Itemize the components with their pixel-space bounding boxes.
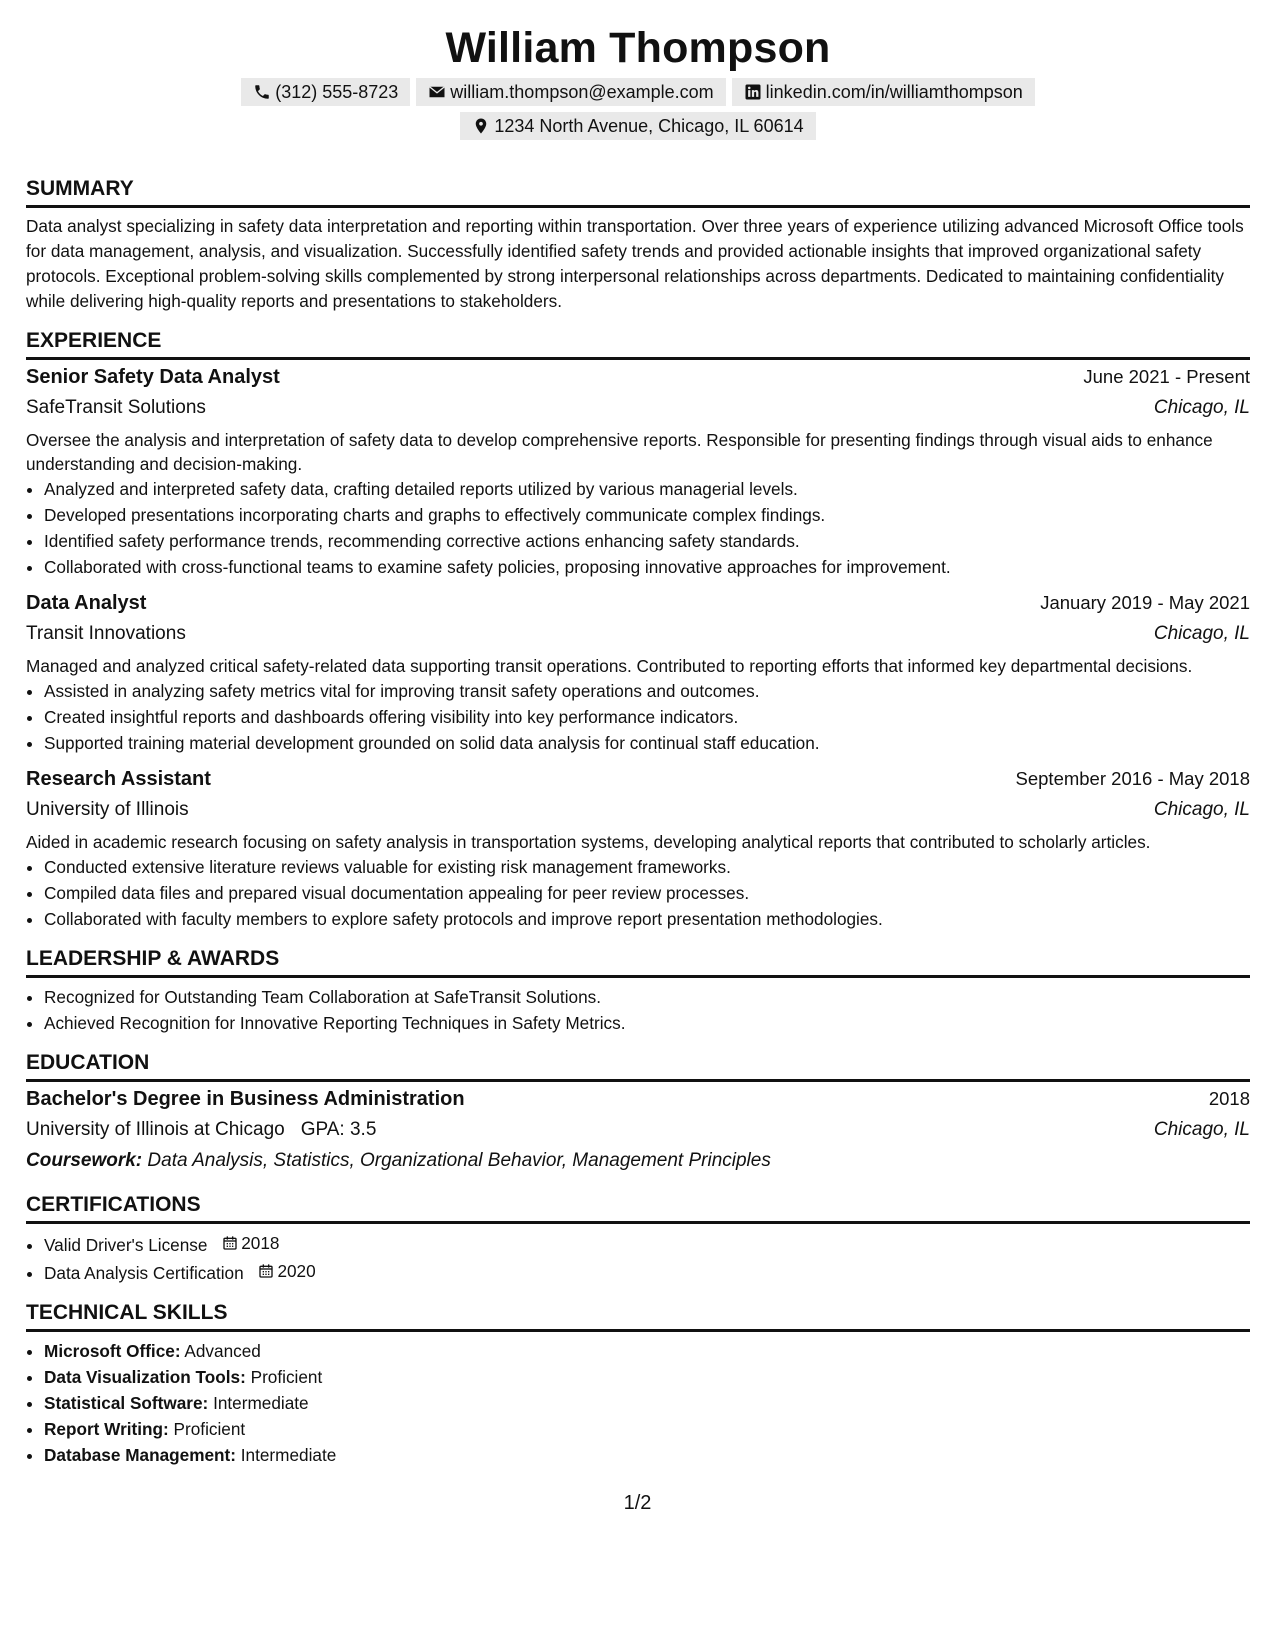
job-bullets bbox=[26, 854, 1250, 932]
section-title-experience: EXPERIENCE bbox=[26, 328, 1250, 360]
list-item: • Conducted extensive literature reviews valuable for existing risk management frameworks. bbox=[44, 854, 1250, 880]
section-title-summary: SUMMARY bbox=[26, 176, 1250, 208]
job-title: Senior Safety Data Analyst bbox=[26, 366, 280, 388]
resume-page bbox=[26, 0, 1250, 1468]
job-title: Research Assistant bbox=[26, 768, 211, 790]
coursework-text: Data Analysis, Statistics, Organizational Behavior, Management Principles bbox=[147, 1150, 771, 1171]
skill-level: Intermediate bbox=[213, 1393, 309, 1413]
job-entry bbox=[26, 362, 1250, 580]
cert-date bbox=[258, 1258, 315, 1284]
linkedin-text: linkedin.com/in/williamthompson bbox=[765, 82, 1023, 102]
list-item bbox=[44, 1416, 1250, 1442]
job-description: Managed and analyzed critical safety-related data supporting transit operations. Contributed to reporting efforts that informed key departmental decisions. bbox=[26, 656, 1193, 676]
coursework bbox=[26, 1146, 1250, 1176]
contact-row bbox=[26, 78, 1250, 106]
envelope-icon bbox=[428, 83, 446, 101]
job-dates: September 2016 - May 2018 bbox=[1015, 768, 1250, 789]
skill-level: Proficient bbox=[173, 1419, 246, 1439]
section-title-skills: TECHNICAL SKILLS bbox=[26, 1300, 1250, 1332]
linkedin-icon bbox=[744, 83, 762, 101]
job-organization: University of Illinois bbox=[26, 799, 189, 820]
phone-icon bbox=[253, 83, 271, 101]
list-item: • Analyzed and interpreted safety data, crafting detailed reports utilized by various managerial levels. bbox=[44, 476, 1250, 502]
list-item bbox=[44, 1390, 1250, 1416]
list-item bbox=[44, 1338, 1250, 1364]
job-bullets bbox=[26, 476, 1250, 580]
education-section bbox=[26, 1050, 1250, 1176]
certifications-section bbox=[26, 1192, 1250, 1286]
list-item bbox=[44, 1364, 1250, 1390]
candidate-name: William Thompson bbox=[445, 24, 831, 72]
skill-level: Proficient bbox=[250, 1367, 323, 1387]
map-marker-icon bbox=[472, 117, 490, 135]
job-dates: June 2021 - Present bbox=[1083, 366, 1250, 387]
list-item: • Developed presentations incorporating charts and graphs to effectively communicate complex findings. bbox=[44, 502, 1250, 528]
job-location: Chicago, IL bbox=[1153, 623, 1250, 644]
skill-label: Database Management: bbox=[44, 1445, 236, 1465]
job-bullets bbox=[26, 678, 1250, 756]
leadership-list bbox=[26, 984, 1250, 1036]
list-item: • Assisted in analyzing safety metrics vital for improving transit safety operations and outcomes. bbox=[44, 678, 1250, 704]
job-description: Oversee the analysis and interpretation of safety data to develop comprehensive reports. Responsible for presenting findings through visual aids to enhance understanding and decision-making. bbox=[26, 430, 1213, 474]
job-organization: SafeTransit Solutions bbox=[26, 397, 206, 418]
skills-section bbox=[26, 1300, 1250, 1468]
phone-text: (312) 555-8723 bbox=[275, 82, 399, 102]
address-row bbox=[26, 112, 1250, 140]
school-location: Chicago, IL bbox=[1153, 1119, 1250, 1140]
cert-year: 2018 bbox=[241, 1233, 280, 1253]
linkedin-chip[interactable] bbox=[732, 78, 1035, 106]
graduation-year: 2018 bbox=[1208, 1088, 1250, 1109]
gpa: GPA: 3.5 bbox=[300, 1119, 377, 1140]
section-title-certifications: CERTIFICATIONS bbox=[26, 1192, 1250, 1224]
school-line bbox=[26, 1114, 376, 1146]
skills-list bbox=[26, 1338, 1250, 1468]
skill-label: Data Visualization Tools: bbox=[44, 1367, 246, 1387]
list-item: • Recognized for Outstanding Team Collaboration at SafeTransit Solutions. bbox=[44, 984, 1250, 1010]
cert-date bbox=[222, 1230, 279, 1256]
page-number: 1/2 bbox=[623, 1492, 652, 1514]
experience-section bbox=[26, 328, 1250, 932]
section-title-education: EDUCATION bbox=[26, 1050, 1250, 1082]
list-item bbox=[44, 1230, 1250, 1258]
list-item: • Compiled data files and prepared visual documentation appealing for peer review processes. bbox=[44, 880, 1250, 906]
job-location: Chicago, IL bbox=[1153, 799, 1250, 820]
job-location: Chicago, IL bbox=[1153, 397, 1250, 418]
skill-level: Advanced bbox=[184, 1341, 261, 1361]
list-item: • Identified safety performance trends, recommending corrective actions enhancing safety standards. bbox=[44, 528, 1250, 554]
list-item bbox=[44, 1442, 1250, 1468]
list-item: • Created insightful reports and dashboards offering visibility into key performance indicators. bbox=[44, 704, 1250, 730]
summary-text: Data analyst specializing in safety data interpretation and reporting within transportation. Over three years of experience utilizing advanced Microsoft Office tools for data management, analysis, and visualization. Successfully identified safety trends and provided actionable insights that improved organizational safety protocols. Exceptional problem-solving skills complemented by strong interpersonal relationships across departments. Dedicated to maintaining confidentiality while delivering high-quality reports and presentations to stakeholders. bbox=[26, 216, 1244, 311]
list-item: • Collaborated with faculty members to explore safety protocols and improve report presentation methodologies. bbox=[44, 906, 1250, 932]
skill-label: Statistical Software: bbox=[44, 1393, 209, 1413]
skill-label: Report Writing: bbox=[44, 1419, 169, 1439]
calendar-icon bbox=[258, 1263, 274, 1279]
cert-name: Data Analysis Certification bbox=[44, 1263, 244, 1283]
cert-name: Valid Driver's License bbox=[44, 1235, 208, 1255]
section-title-leadership: LEADERSHIP & AWARDS bbox=[26, 946, 1250, 978]
leadership-section bbox=[26, 946, 1250, 1036]
job-organization: Transit Innovations bbox=[26, 623, 186, 644]
job-entry bbox=[26, 588, 1250, 756]
address-chip bbox=[460, 112, 815, 140]
job-entry bbox=[26, 764, 1250, 932]
address-text: 1234 North Avenue, Chicago, IL 60614 bbox=[494, 116, 804, 136]
list-item: • Achieved Recognition for Innovative Reporting Techniques in Safety Metrics. bbox=[44, 1010, 1250, 1036]
certifications-list bbox=[26, 1230, 1250, 1286]
summary-section bbox=[26, 176, 1250, 314]
skill-level: Intermediate bbox=[240, 1445, 337, 1465]
job-title: Data Analyst bbox=[26, 592, 147, 614]
phone-chip bbox=[241, 78, 410, 106]
job-description: Aided in academic research focusing on safety analysis in transportation systems, developing analytical reports that contributed to scholarly articles. bbox=[26, 832, 1151, 852]
job-dates: January 2019 - May 2021 bbox=[1040, 592, 1250, 613]
list-item: • Collaborated with cross-functional teams to examine safety policies, proposing innovative approaches for improvement. bbox=[44, 554, 1250, 580]
coursework-label: Coursework: bbox=[26, 1150, 143, 1171]
list-item: • Supported training material development grounded on solid data analysis for continual staff education. bbox=[44, 730, 1250, 756]
email-text: william.thompson@example.com bbox=[450, 82, 714, 102]
skill-label: Microsoft Office: bbox=[44, 1341, 181, 1361]
calendar-icon bbox=[222, 1235, 238, 1251]
school-name: University of Illinois at Chicago bbox=[26, 1119, 285, 1140]
cert-year: 2020 bbox=[277, 1261, 316, 1281]
list-item bbox=[44, 1258, 1250, 1286]
degree-title: Bachelor's Degree in Business Administration bbox=[26, 1088, 465, 1110]
email-chip[interactable] bbox=[416, 78, 725, 106]
